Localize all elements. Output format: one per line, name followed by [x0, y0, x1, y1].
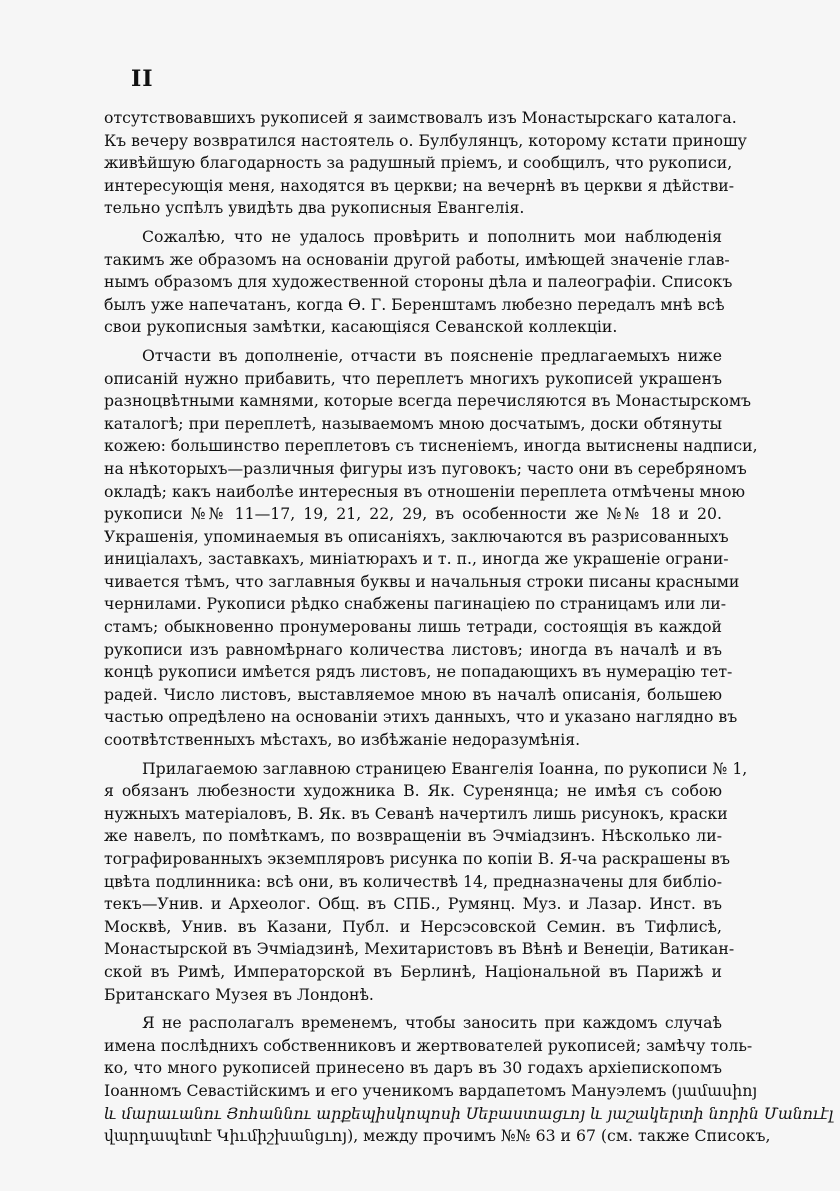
text-line: окладѣ; какъ наиболѣе интересныя въ отношеніи переплета отмѣчены мною — [104, 481, 746, 501]
paragraph-2 — [104, 226, 733, 339]
text-line: стамъ; обыкновенно пронумерованы лишь тетради, состоящія въ каждой — [104, 617, 722, 637]
text-line: Монастырской въ Эчміадзинѣ, Мехитаристовъ въ Вѣнѣ и Венеціи, Ватикан- — [104, 939, 735, 959]
text-line: Къ вечеру возвратился настоятель о. Булбулянцъ, которому кстати приношу — [104, 130, 747, 150]
paragraph-5 — [104, 1012, 834, 1148]
text-line: чивается тѣмъ, что заглавныя буквы и начальныя строки писаны красными — [104, 571, 740, 591]
text-line: свои рукописныя замѣтки, касающіяся Севанской коллекціи. — [104, 317, 618, 337]
text-line: Отчасти въ дополненіе, отчасти въ поясненіе предлагаемыхъ ниже — [142, 345, 722, 365]
body-text — [104, 107, 834, 1148]
text-line: тографированныхъ экземпляровъ рисунка по копіи В. Я-ча раскрашены въ — [104, 849, 730, 868]
text-line: концѣ рукописи имѣется рядъ листовъ, не попадающихъ въ нумерацію тет- — [104, 662, 733, 682]
text-line: на нѣкоторыхъ—различныя фигуры изъ пуговокъ; часто они въ серебряномъ — [104, 458, 747, 478]
text-line: ко, что много рукописей принесено въ даръ въ 30 годахъ архіепископомъ — [104, 1058, 722, 1078]
paragraph-1 — [104, 107, 747, 220]
text-line: такимъ же образомъ на основаніи другой работы, имѣющей значеніе глав- — [104, 249, 730, 269]
text-line: нужныхъ матеріаловъ, В. Як. въ Севанѣ начертилъ лишь рисунокъ, краски — [104, 803, 728, 823]
text-line: описаній нужно прибавить, что переплетъ многихъ рукописей украшенъ — [104, 368, 722, 388]
text-line: каталогѣ; при переплетѣ, называемомъ мною досчатымъ, доски обтянуты — [104, 413, 722, 433]
armenian-text-line: և մարաւանու Յոհաննու արքեպիսկոպոսի Սեբաստացւոյ և յաշակերտի նորին Մանուէլ — [104, 1103, 834, 1123]
text-line: ской въ Римѣ, Императорской въ Берлинѣ, Національной въ Парижѣ и — [104, 961, 722, 981]
text-line: иниціалахъ, заставкахъ, миніатюрахъ и т. п., иногда же украшеніе ограни- — [104, 549, 729, 569]
text-line: Я не располагалъ временемъ, чтобы заносить при каждомъ случаѣ — [142, 1013, 722, 1033]
text-line: վարդապետէ Կիւմիշխանցւոյ), между прочимъ №№ 63 и 67 (см. также Списокъ, — [104, 1126, 771, 1146]
text-line: нымъ образомъ для художественной стороны дѣла и палеографіи. Списокъ — [104, 272, 733, 292]
text-line: частью опредѣлено на основаніи этихъ данныхъ, что и указано наглядно въ — [104, 707, 738, 727]
text-line: Іоанномъ Севастійскимъ и его ученикомъ вардапетомъ Мануэлемъ (յամասիոյ — [104, 1080, 758, 1100]
text-line: радей. Число листовъ, выставляемое мною въ началѣ описанія, большею — [104, 684, 722, 704]
page-number: II — [131, 66, 154, 92]
text-line: отсутствовавшихъ рукописей я заимствовалъ изъ Монастырскаго каталога. — [104, 108, 737, 127]
text-line: разноцвѣтными камнями, которые всегда перечисляются въ Монастырскомъ — [104, 391, 752, 411]
text-line: рукописи изъ равномѣрнаго количества листовъ; иногда въ началѣ и въ — [104, 639, 722, 659]
text-line: Москвѣ, Унив. въ Казани, Публ. и Нерсэсовской Семин. въ Тифлисѣ, — [104, 916, 722, 936]
text-line: текъ—Унив. и Археолог. Общ. въ СПБ., Румянц. Муз. и Лазар. Инст. въ — [104, 894, 722, 914]
paragraph-3 — [104, 345, 758, 752]
text-line: же навелъ, по помѣткамъ, по возвращеніи въ Эчміадзинъ. Нѣсколько ли- — [104, 826, 722, 846]
text-line: интересующія меня, находятся въ церкви; на вечернѣ въ церкви я дѣйстви- — [104, 175, 735, 195]
text-line: Сожалѣю, что не удалось провѣрить и пополнить мои наблюденія — [142, 226, 722, 246]
text-line: Прилагаемою заглавною страницею Евангелія Іоанна, по рукописи № 1, — [142, 758, 748, 778]
text-line: имена послѣднихъ собственниковъ и жертвователей рукописей; замѣчу толь- — [104, 1035, 753, 1055]
text-line: тельно успѣлъ увидѣть два рукописныя Евангелія. — [104, 198, 525, 218]
text-line: соотвѣтственныхъ мѣстахъ, во избѣжаніе недоразумѣнія. — [104, 730, 581, 750]
text-line: Украшенія, упоминаемыя въ описаніяхъ, заключаются въ разрисованныхъ — [104, 526, 729, 546]
paragraph-4 — [104, 758, 748, 1007]
text-line: рукописи №№ 11—17, 19, 21, 22, 29, въ особенности же №№ 18 и 20. — [104, 504, 722, 524]
text-line: Британскаго Музея въ Лондонѣ. — [104, 984, 374, 1004]
text-line: чернилами. Рукописи рѣдко снабжены пагинаціею по страницамъ или ли- — [104, 594, 726, 614]
text-line: я обязанъ любезности художника В. Як. Суренянца; не имѣя съ собою — [104, 781, 722, 801]
text-line: живѣйшую благодарность за радушный пріемъ, и сообщилъ, что рукописи, — [104, 153, 733, 173]
text-line: кожею: большинство переплетовъ съ тисненіемъ, иногда вытиснены надписи, — [104, 436, 758, 456]
text-line: цвѣта подлинника: всѣ они, въ количествѣ 14, предназначены для библіо- — [104, 871, 722, 891]
text-line: былъ уже напечатанъ, когда Ѳ. Г. Беренштамъ любезно передалъ мнѣ всѣ — [104, 294, 725, 314]
